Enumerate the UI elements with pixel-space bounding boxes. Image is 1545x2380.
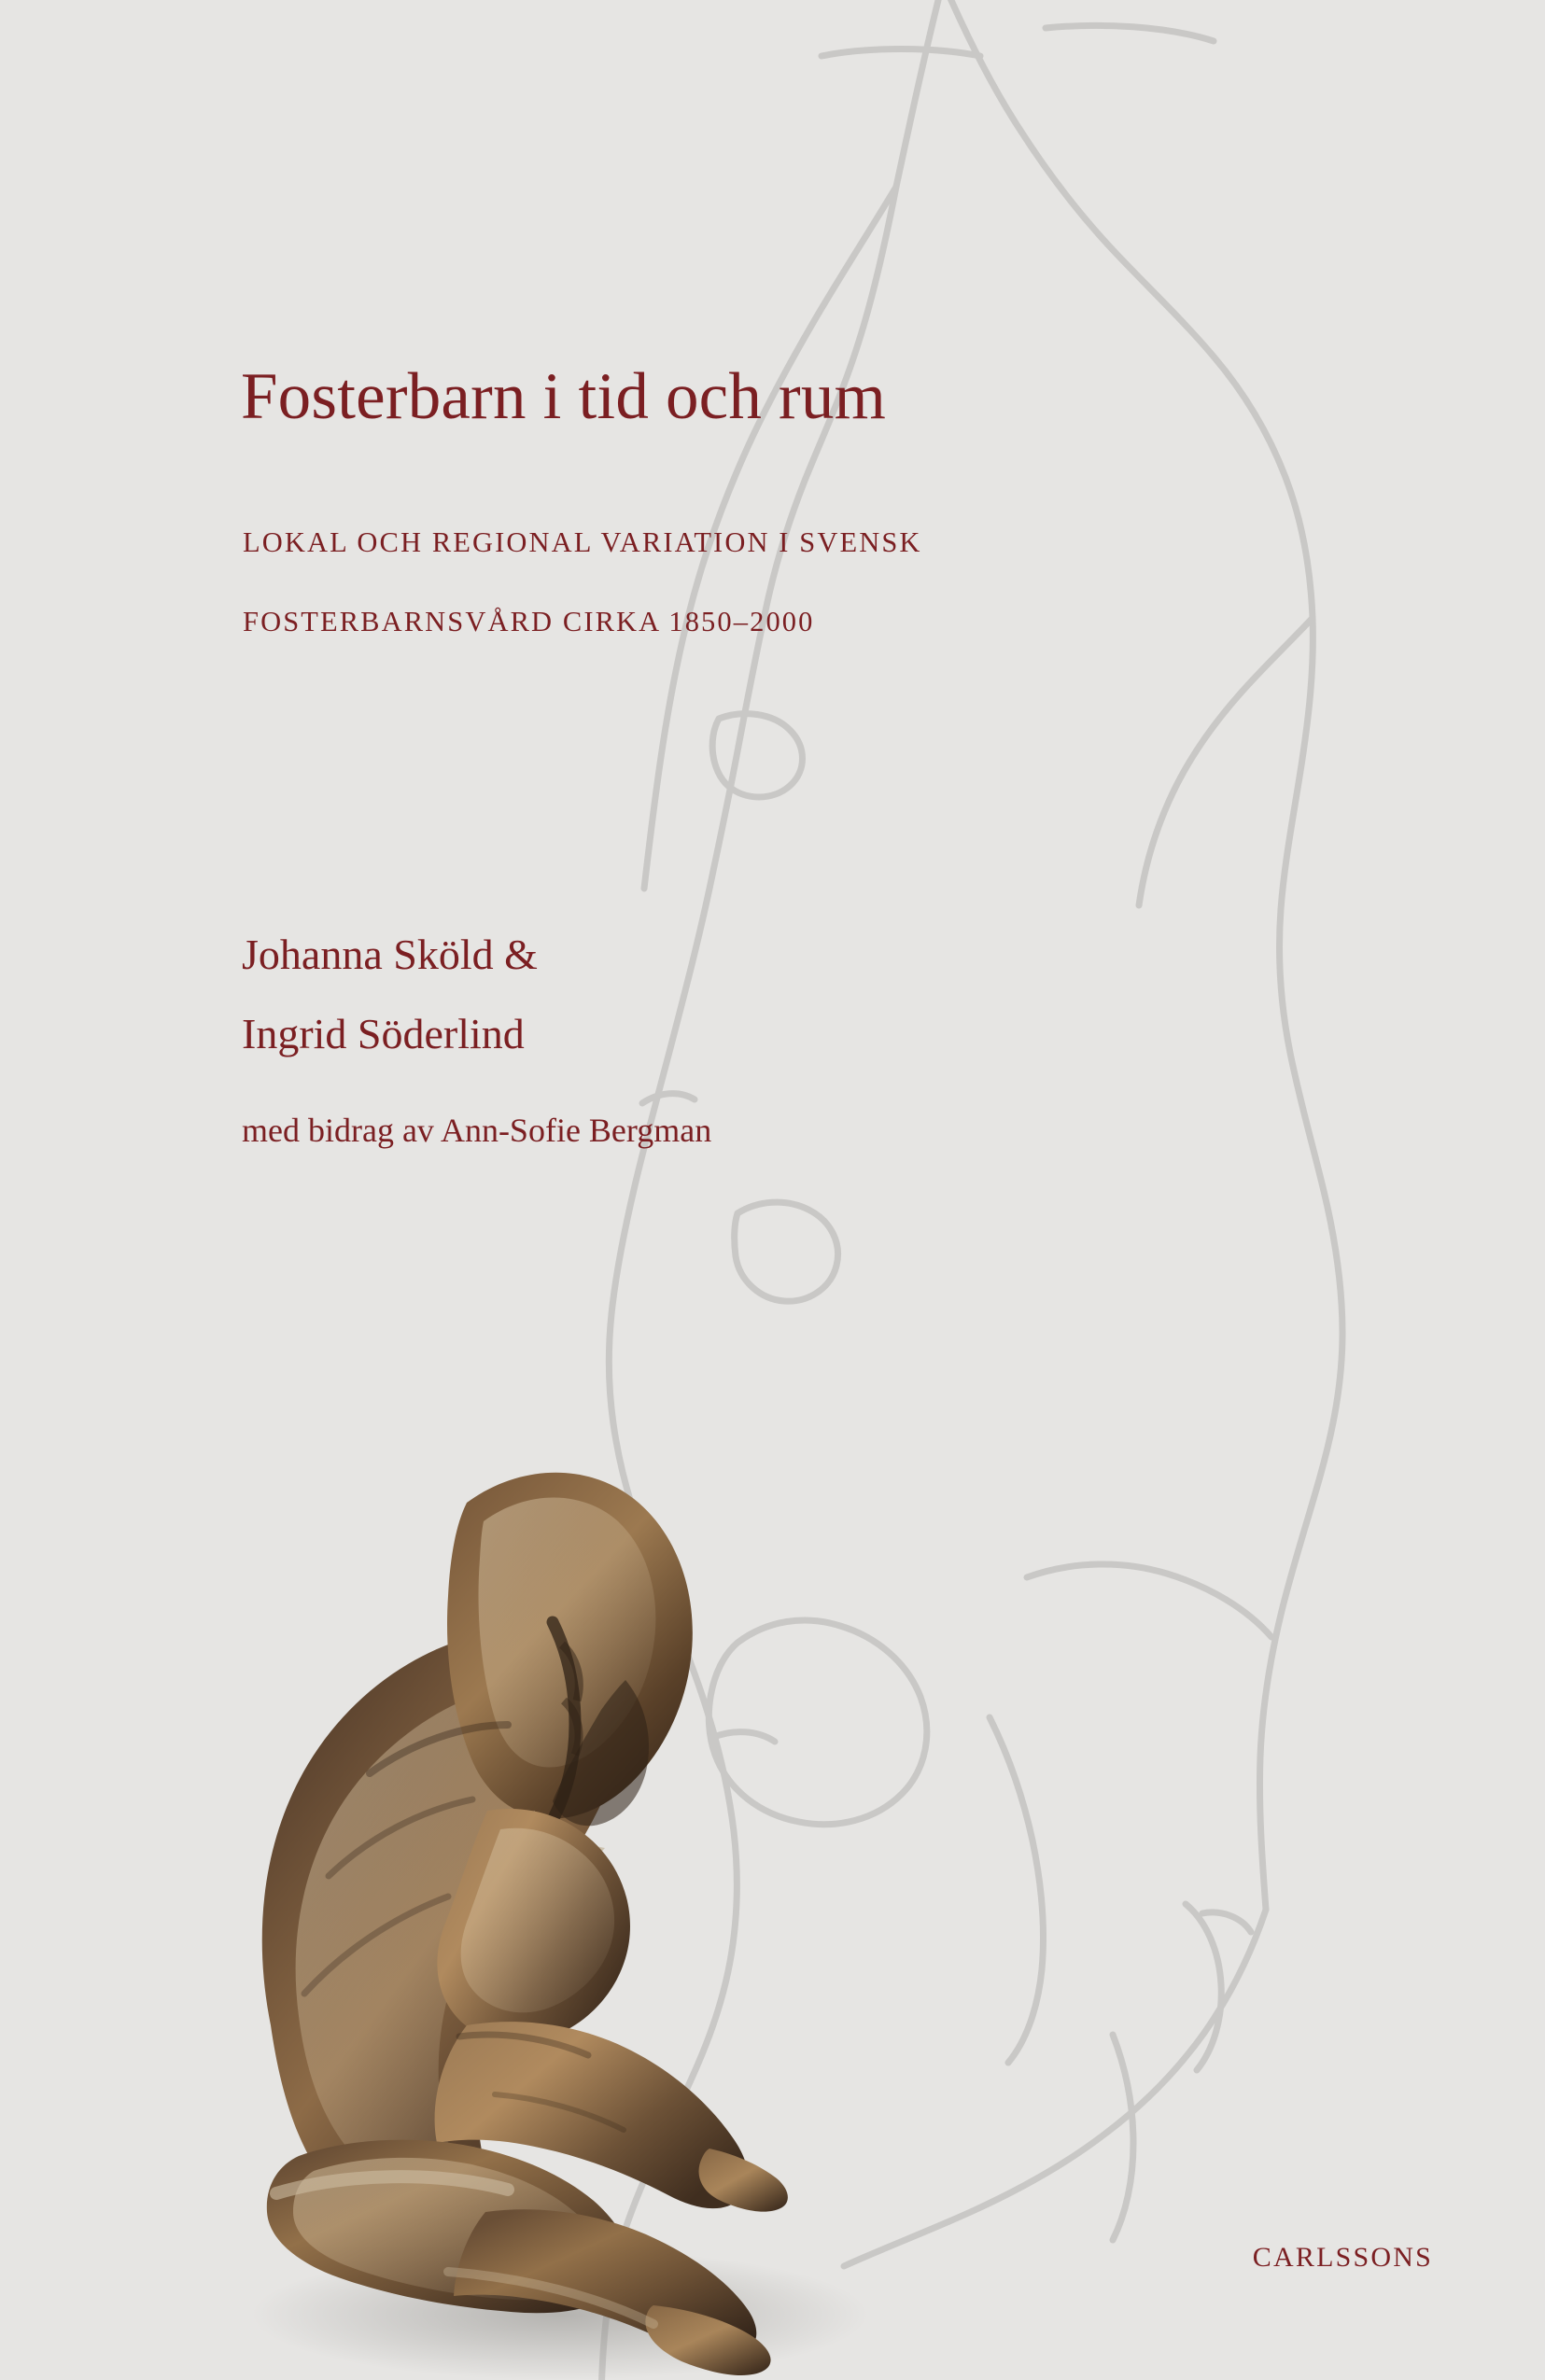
book-title: Fosterbarn i tid och rum (241, 360, 887, 433)
publisher-name: CARLSSONS (1252, 2242, 1433, 2273)
bronze-sculpture-seated-child (187, 1372, 1008, 2380)
book-subtitle-line-1: LOKAL OCH REGIONAL VARIATION I SVENSK (243, 526, 922, 558)
author-name-primary: Johanna Sköld & (242, 931, 538, 978)
author-name-secondary: Ingrid Söderlind (242, 1010, 525, 1057)
book-subtitle-line-2: FOSTERBARNSVÅRD CIRKA 1850–2000 (243, 606, 815, 637)
contributor-credit: med bidrag av Ann-Sofie Bergman (242, 1112, 712, 1149)
